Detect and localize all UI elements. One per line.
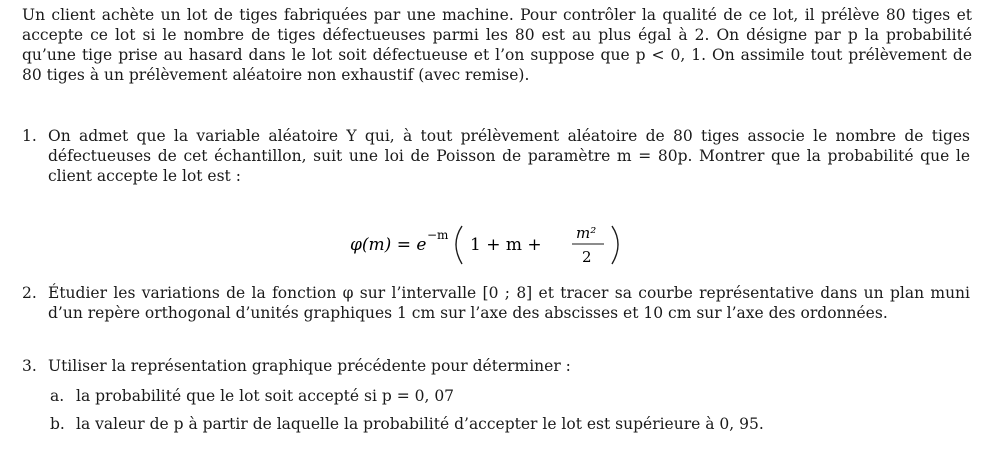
question-1-number: 1. <box>22 127 37 145</box>
question-2-number: 2. <box>22 284 37 302</box>
question-3-number: 3. <box>22 357 37 375</box>
formula-denominator: 2 <box>582 248 592 266</box>
formula-exponent: −m <box>427 228 449 242</box>
question-3b-text: la valeur de p à partir de laquelle la probabilité d’accepter le lot est supérieure à 0, 95. <box>76 415 764 433</box>
formula-lhs: φ(m) = e <box>350 235 427 255</box>
question-1-text: On admet que la variable aléatoire Y qui, à tout prélèvement aléatoire de 80 tiges associe le nombre de tiges défectueuses de cet échantillon, suit une loi de Poisson de paramètre m = 80p. Montrer que la probabilité que le client accepte le lot est : <box>48 127 970 185</box>
question-3-text: Utiliser la représentation graphique précédente pour déterminer : <box>48 357 571 375</box>
formula-phi <box>0 214 993 274</box>
formula-numerator: m² <box>576 224 597 242</box>
formula-svg <box>350 214 670 274</box>
question-3b-label: b. <box>50 415 65 433</box>
formula-body: 1 + m + <box>470 235 542 255</box>
intro-paragraph: Un client achète un lot de tiges fabriquées par une machine. Pour contrôler la qualité de ce lot, il prélève 80 tiges et accepte ce lot si le nombre de tiges défectueuses parmi les 80 est au plus égal à 2. On désigne par p la probabilité qu’une tige prise au hasard dans le lot soit défectueuse et l’on suppose que p < 0, 1. On assimile tout prélèvement de 80 tiges à un prélèvement aléatoire non exhaustif (avec remise). <box>22 6 972 84</box>
question-3a-text: la probabilité que le lot soit accepté si p = 0, 07 <box>76 387 455 405</box>
question-2-text: Étudier les variations de la fonction φ sur l’intervalle [0 ; 8] et tracer sa courbe représentative dans un plan muni d’un repère orthogonal d’unités graphiques 1 cm sur l’axe des abscisses et 10 cm sur l’axe des ordonnées. <box>48 284 970 322</box>
question-3a-label: a. <box>50 387 65 405</box>
left-paren <box>456 226 462 264</box>
right-paren <box>612 226 618 264</box>
